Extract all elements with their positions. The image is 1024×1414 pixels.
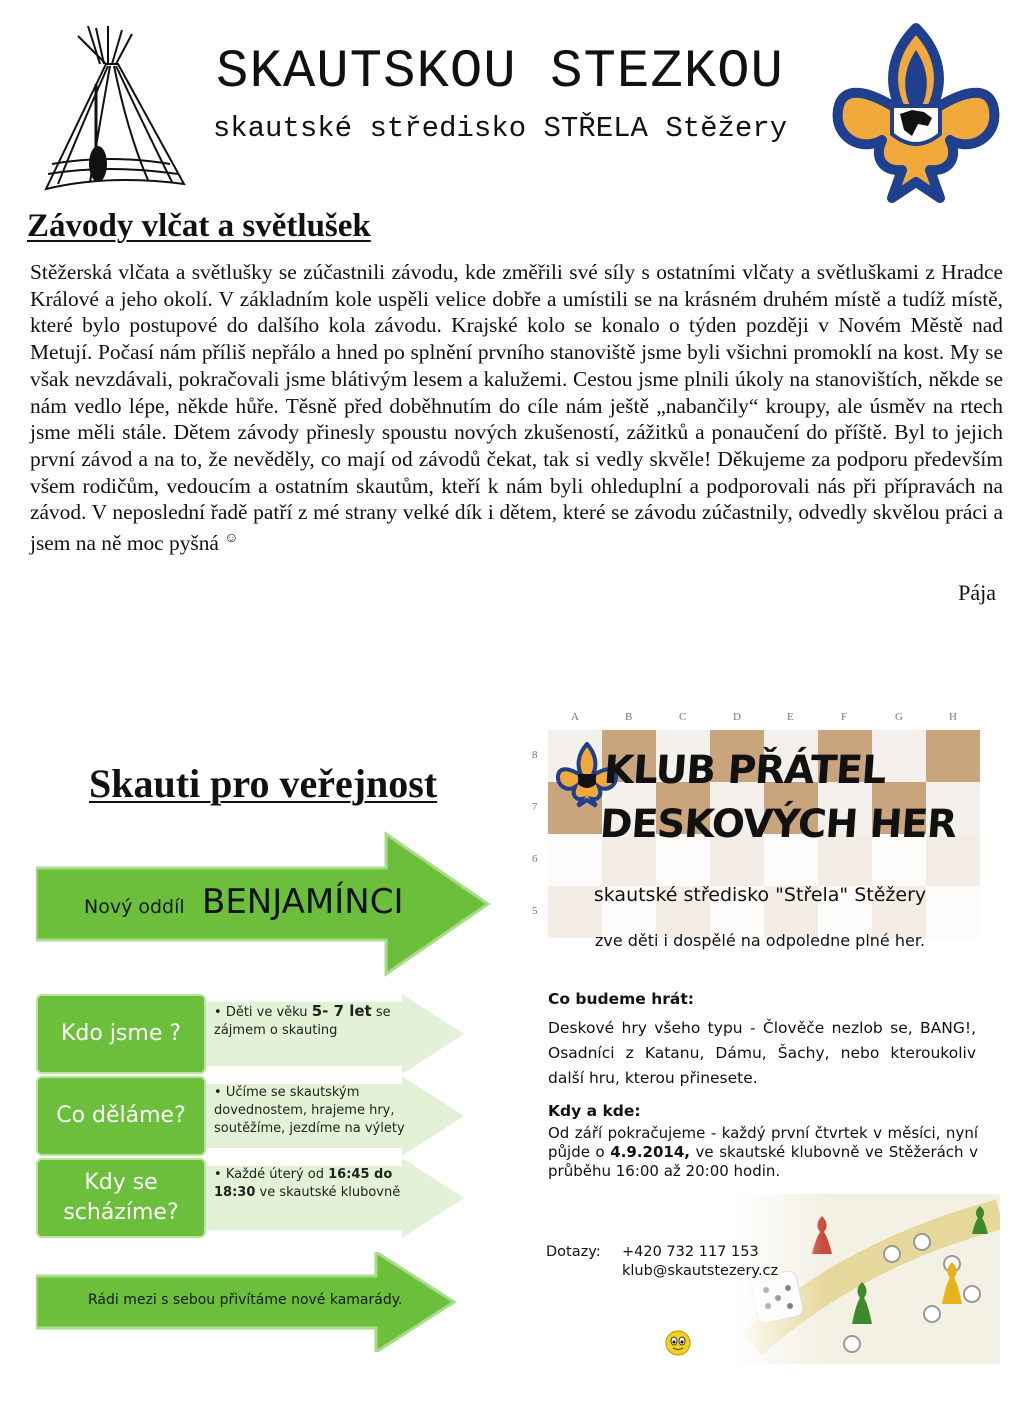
- newsletter-subtitle: skautské středisko STŘELA Stěžery: [212, 112, 788, 145]
- public-section-heading: Skauti pro veřejnost: [89, 761, 438, 806]
- info-row-when: [36, 1158, 466, 1238]
- info-row-text: • Učíme se skautským dovednostem, hrajeme hry, soutěžíme, jezdíme na výlety: [214, 1085, 405, 1136]
- board-column-label: C: [679, 711, 687, 723]
- info-row-label: Kdo jsme ?: [36, 994, 206, 1074]
- board-column-label: G: [895, 711, 903, 723]
- contact-email[interactable]: klub@skautstezery.cz: [622, 1263, 779, 1279]
- board-column-label: F: [841, 711, 848, 723]
- race-article-text: Stěžerská vlčata a světlušky se zúčastnili závodu, kde změřili své síly s ostatními vlčaty a světluškami z Hradce Králové a jeho okolí. V základním kole uspěli velice dobře a umístili se na krásném druhém místě a tudíž místě, které bylo postupové do dalšího kola závodu. Krajské kolo se konalo o týden později v Novém Městě nad Metují. Počasí nám příliš nepřálo a hned po splnění prvního stanoviště jsme byli všichni promoklí na kost. My se však nevzdávali, pokračovali jsme blátivým lesem a kalužemi. Cestou jsme plnili úkoly na stanovištích, někde se nám vedlo lépe, někde hůře. Těsně před doběhnutím do cíle nám ještě „nabančily“ kroupy, ale úsměv na rtech jsme měli stále. Dětem závody přinesly spoustu nových zkušeností, zážitků a ponaučení do příště. Byl to jejich první závod a na to, že nevěděly, co mají od závodů čekat, tak si vedly skvěle! Děkujeme za podporu především všem rodičům, vedoucím a ostatním skautům, kteří k nám byli ohleduplní a podporovali nás při přípravách na závod. V neposlední řadě patří z mé strany velké dík i dětem, které se závodu zúčastnily, odvedly skvělou práci a jsem na ně moc pyšná: [30, 260, 1003, 556]
- newsletter-title: SKAUTSKOU STEZKOU: [216, 42, 784, 103]
- info-row-label: Co děláme?: [36, 1076, 206, 1156]
- banner-troop-name: BENJAMÍNCI: [202, 882, 404, 922]
- welcome-text: Rádi mezi s sebou přivítáme nové kamarády.: [88, 1292, 403, 1308]
- board-row-label: 8: [532, 749, 538, 761]
- board-column-label: D: [733, 711, 741, 723]
- games-heading: Co budeme hrát:: [548, 990, 694, 1008]
- race-article-author: Pája: [958, 580, 996, 605]
- schedule-heading: Kdy a kde:: [548, 1102, 641, 1120]
- race-article-body: [30, 259, 1003, 557]
- board-column-label: H: [949, 711, 957, 723]
- schedule-date: 4.9.2014,: [610, 1143, 690, 1161]
- smile-emoticon: ☺: [224, 531, 239, 547]
- klub-title: KLUB PŘÁTEL DESKOVÝCH HER: [598, 748, 958, 847]
- welcome-banner: [36, 1252, 456, 1352]
- board-row-label: 6: [532, 853, 538, 865]
- banner-prefix: Nový oddíl: [84, 896, 185, 918]
- scout-lily-logo: [832, 22, 1000, 204]
- schedule-text: Od září pokračujeme - každý první čtvrtek v měsíci, nyní půjde o 4.9.2014, ve skautské klubovně ve Stěžerách v průběhu 16:00 až 20:00 hodin.: [548, 1124, 978, 1180]
- klub-invitation: zve děti i dospělé na odpoledne plné her.: [594, 931, 926, 950]
- info-row-text: • Děti ve věku 5- 7 let se zájmem o skauting: [214, 1002, 391, 1038]
- smiley-icon: [665, 1330, 691, 1356]
- race-article-heading: Závody vlčat a světlušek: [27, 208, 371, 244]
- klub-subtitle: skautské středisko "Střela" Stěžery: [593, 884, 927, 906]
- info-row-who: [36, 994, 466, 1074]
- board-column-label: A: [571, 711, 579, 723]
- info-row-what: [36, 1076, 466, 1156]
- board-row-label: 7: [532, 801, 538, 813]
- board-row-label: 5: [532, 905, 538, 917]
- questions-label: Dotazy:: [546, 1244, 601, 1260]
- board-game-photo: [732, 1194, 1000, 1364]
- board-column-label: E: [787, 711, 794, 723]
- info-row-label: Kdy se scházíme?: [36, 1158, 206, 1238]
- board-column-label: B: [625, 711, 633, 723]
- new-troop-banner: [36, 830, 492, 978]
- games-text: Deskové hry všeho typu - Člověče nezlob se, BANG!, Osadníci z Katanu, Dámu, Šachy, nebo kteroukoliv další hru, kterou přinesete.: [548, 1019, 976, 1087]
- info-row-text: • Každé úterý od 16:45 do 18:30 ve skautské klubovně: [214, 1167, 401, 1200]
- contact-phone[interactable]: +420 732 117 153: [622, 1244, 759, 1260]
